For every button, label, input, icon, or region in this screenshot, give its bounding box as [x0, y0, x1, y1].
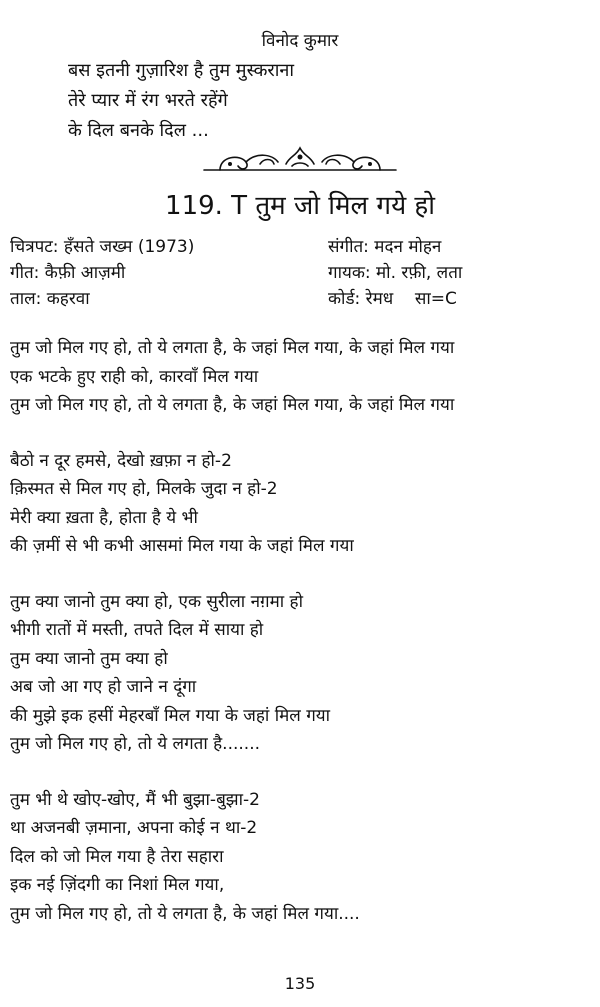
- lyric-line: तुम जो मिल गए हो, तो ये लगता है, के जहां मिल गया....: [10, 903, 360, 924]
- lyric-line: एक भटके हुए राही को, कारवाँ मिल गया: [10, 366, 259, 387]
- meta-taal: ताल: कहरवा: [10, 289, 90, 309]
- meta-row: [10, 234, 590, 260]
- lyric-line: था अजनबी ज़माना, अपना कोई न था-2: [10, 818, 258, 838]
- song-meta: [10, 234, 590, 312]
- stanza: [10, 334, 595, 420]
- song-title: 119. T तुम जो मिल गये हो: [165, 191, 435, 221]
- lyric-line: मेरी क्या ख़ता है, होता है ये भी: [10, 507, 198, 528]
- lyric-line: तुम जो मिल गए हो, तो ये लगता है, के जहां मिल गया, के जहां मिल गया: [10, 395, 455, 415]
- lyric-line: तुम क्या जानो तुम क्या हो: [10, 648, 168, 669]
- meta-row: [10, 286, 590, 312]
- lyric-line: भीगी रातों में मस्ती, तपते दिल में साया हो: [10, 620, 264, 640]
- meta-chord: कोर्ड: रेमध सा=C: [328, 289, 457, 309]
- intro-lyrics: [68, 56, 294, 146]
- meta-music: संगीत: मदन मोहन: [328, 237, 442, 257]
- meta-film: चित्रपट: हँसते जख्म (1973): [10, 237, 195, 257]
- lyric-line: बैठो न दूर हमसे, देखो ख़फ़ा न हो-2: [10, 450, 232, 471]
- lyric-line: तुम भी थे खोए-खोए, मैं भी बुझा-बुझा-2: [10, 789, 260, 810]
- stanza: [10, 786, 595, 929]
- stanza: [10, 588, 595, 759]
- lyric-line: के दिल बनके दिल ...: [68, 120, 209, 141]
- running-header-author: विनोद कुमार: [261, 31, 339, 51]
- meta-singers: गायक: मो. रफ़ी, लता: [328, 263, 463, 283]
- lyric-line: इक नई ज़िंदगी का निशां मिल गया,: [10, 875, 225, 895]
- lyric-line: तुम क्या जानो तुम क्या हो, एक सुरीला नग़मा हो: [10, 591, 303, 612]
- song-lyrics: [10, 334, 595, 955]
- lyric-line: तुम जो मिल गए हो, तो ये लगता है.......: [10, 734, 261, 754]
- lyric-line: तेरे प्यार में रंग भरते रहेंगे: [68, 90, 228, 111]
- lyric-line: अब जो आ गए हो जाने न दूंगा: [10, 677, 197, 697]
- lyric-line: क़िस्मत से मिल गए हो, मिलके जुदा न हो-2: [10, 479, 278, 499]
- lyric-line: तुम जो मिल गए हो, तो ये लगता है, के जहां मिल गया, के जहां मिल गया: [10, 338, 455, 358]
- lyric-line: दिल को जो मिल गया है तेरा सहारा: [10, 846, 224, 867]
- page-number: 135: [284, 974, 316, 993]
- stanza: [10, 447, 595, 561]
- meta-row: [10, 260, 590, 286]
- lyric-line: की मुझे इक हसीं मेहरबाँ मिल गया के जहां मिल गया: [10, 705, 331, 726]
- scroll-flourish-icon: [200, 144, 400, 178]
- lyric-line: की ज़मीं से भी कभी आसमां मिल गया के जहां मिल गया: [10, 536, 354, 556]
- lyric-line: बस इतनी गुज़ारिश है तुम मुस्कराना: [68, 60, 295, 81]
- meta-lyrics: गीत: कैफ़ी आज़मी: [10, 263, 126, 283]
